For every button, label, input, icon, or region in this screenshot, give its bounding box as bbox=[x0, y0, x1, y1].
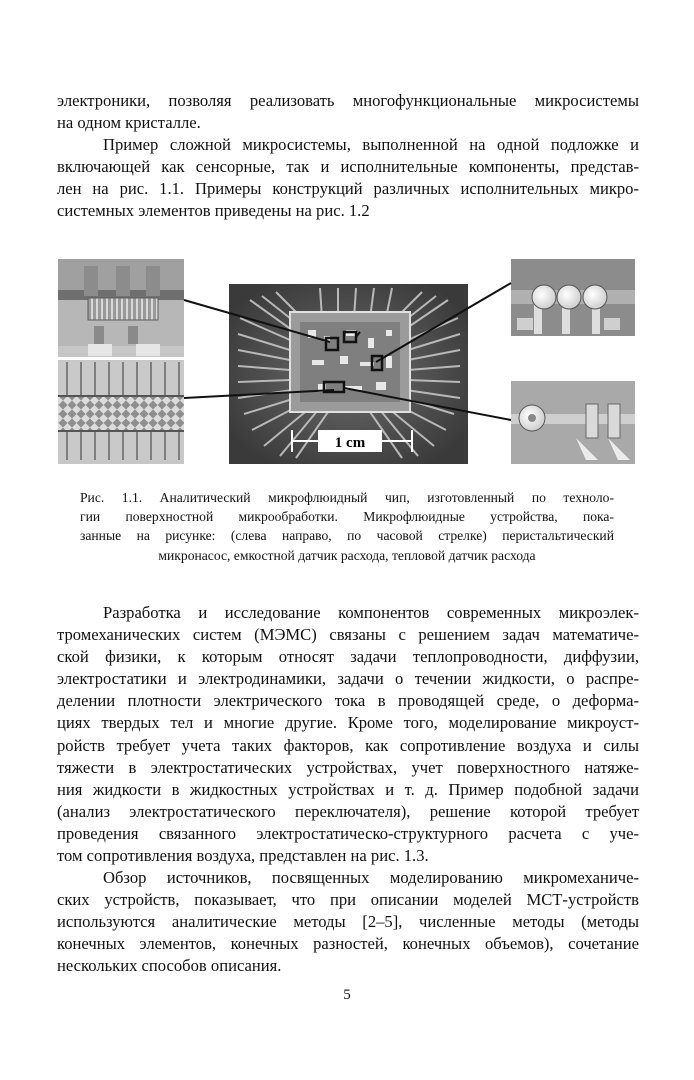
figure-microfluidic-chip bbox=[0, 0, 694, 480]
image-peristaltic-chambers bbox=[511, 259, 635, 336]
figure-caption bbox=[80, 488, 614, 565]
text-line: конечных элементов, конечных разностей, конечных объемов), сочетание bbox=[57, 934, 639, 954]
caption-line: занные на рисунке: (слева направо, по часовой стрелке) перистальтический bbox=[80, 528, 614, 544]
text-line: лен на рис. 1.1. Примеры конструкций различных исполнительных микро- bbox=[57, 179, 639, 199]
text-line: электростатики и электродинамики, задачи о течении жидкости, о распре- bbox=[57, 669, 639, 689]
page-number: 5 bbox=[343, 987, 351, 1003]
text-line: том сопротивления воздуха, представлен на рис. 1.3. bbox=[57, 846, 429, 866]
text-line: ройств требует учета таких факторов, как сопротивление воздуха и силы bbox=[57, 735, 639, 755]
text-line: делении плотности электрического тока в проводящей среде, о деформа- bbox=[57, 691, 639, 711]
image-thermal-flow-sensor bbox=[511, 381, 635, 464]
caption-line: гии поверхностной микрообработки. Микрофлюидные устройства, пока- bbox=[80, 509, 614, 525]
caption-line: Рис. 1.1. Аналитический микрофлюидный чип, изготовленный по техноло- bbox=[80, 490, 614, 505]
text-line: Разработка и исследование компонентов современных микроэлек- bbox=[103, 603, 639, 622]
text-line: ских устройств, показывает, что при описании моделей МСТ-устройств bbox=[57, 890, 639, 910]
paragraph-mems bbox=[57, 602, 639, 867]
text-line: Пример сложной микросистемы, выполненной на одной подложке и bbox=[103, 135, 639, 154]
text-line: включающей как сенсорные, так и исполнительные компоненты, представ- bbox=[57, 157, 639, 177]
text-line: проведения связанного электростатическо-структурного расчета с уче- bbox=[57, 823, 639, 843]
text-line: ния жидкости в жидкостных устройствах и т. д. Пример подобной задачи bbox=[57, 779, 639, 799]
text-line: электроники, позволяя реализовать многофункциональные микросистемы bbox=[57, 91, 639, 110]
text-line: тяжести в электростатических устройствах, учет поверхностного натяже- bbox=[57, 757, 639, 777]
text-line: Обзор источников, посвященных моделированию микромеханиче- bbox=[103, 868, 639, 887]
text-line: нескольких способов описания. bbox=[57, 956, 282, 976]
image-capacitive-flow-sensor bbox=[58, 360, 184, 464]
image-chip bbox=[229, 284, 468, 464]
text-line: системных элементов приведены на рис. 1.2 bbox=[57, 201, 370, 221]
text-line: ской физики, к которым относят задачи теплопроводности, диффузии, bbox=[57, 647, 639, 667]
text-line: (анализ электростатического переключателя), решение которой требует bbox=[57, 801, 639, 821]
scale-bar-label: 1 cm bbox=[334, 435, 366, 451]
caption-line: микронасос, емкостной датчик расхода, тепловой датчик расхода bbox=[158, 547, 536, 563]
text-line: на одном кристалле. bbox=[57, 113, 201, 133]
text-line: циях твердых тел и многие другие. Кроме того, моделирование микроуст- bbox=[57, 713, 639, 733]
text-line: тромеханических систем (МЭМС) связаны с решением задач математиче- bbox=[57, 625, 639, 645]
paragraph-review bbox=[57, 867, 639, 977]
image-micropump bbox=[58, 259, 184, 357]
text-line: используются аналитические методы [2–5], численные методы (методы bbox=[57, 912, 639, 932]
